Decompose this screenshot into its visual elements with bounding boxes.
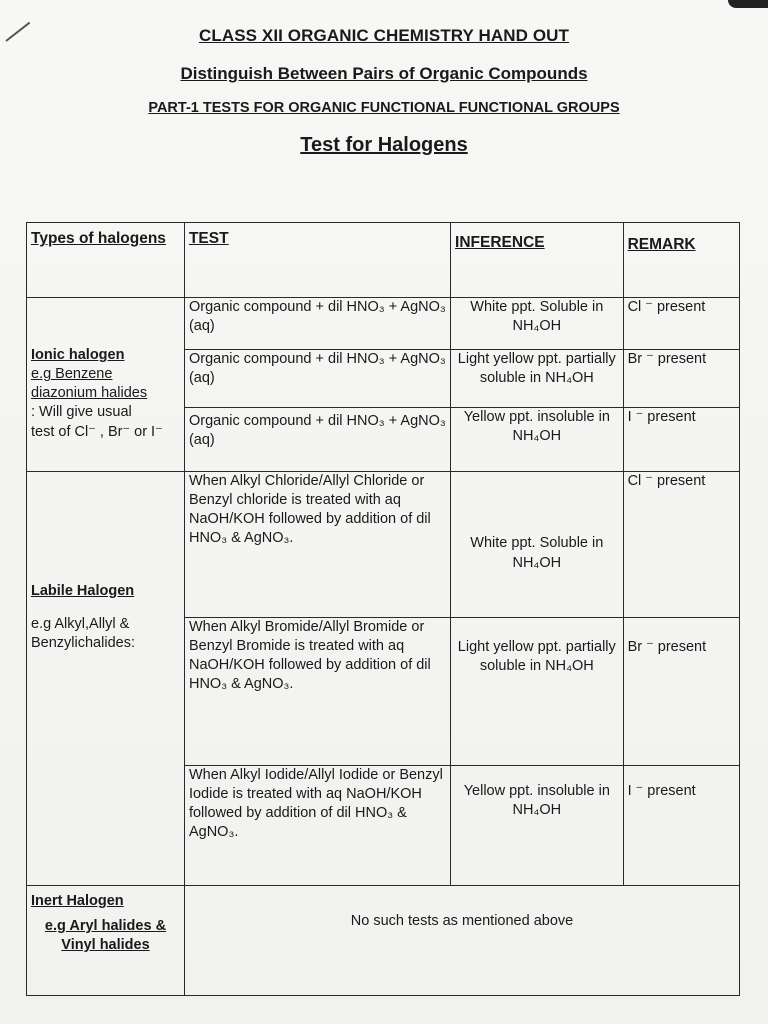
ionic-remark-3: I ⁻ present — [623, 408, 739, 472]
ionic-test-1: Organic compound + dil HNO₃ + AgNO₃ (aq) — [184, 298, 450, 350]
header-remark: REMARK — [623, 223, 739, 298]
inert-title: Inert Halogen — [31, 893, 124, 909]
labile-remark-2: Br ⁻ present — [623, 618, 739, 766]
labile-remark-3: I ⁻ present — [623, 766, 739, 886]
ionic-inference-3: Yellow ppt. insoluble in NH₄OH — [451, 408, 624, 472]
table-row — [27, 298, 740, 350]
labile-test-1: When Alkyl Chloride/Allyl Chloride or Benzyl chloride is treated with aq NaOH/KOH followed by addition of dil HNO₃ & AgNO₃. — [184, 472, 450, 618]
part-title: PART-1 TESTS FOR ORGANIC FUNCTIONAL FUNCTIONAL GROUPS — [148, 100, 620, 116]
labile-example-1: e.g Alkyl,Allyl & — [31, 616, 130, 633]
ionic-inference-1: White ppt. Soluble in NH₄OH — [451, 298, 624, 350]
labile-type-cell — [27, 472, 185, 886]
ionic-title: Ionic halogen — [31, 347, 125, 363]
inert-example-2: Vinyl halides — [61, 937, 150, 954]
subject-title: Distinguish Between Pairs of Organic Compounds — [180, 64, 588, 83]
corner-tab — [728, 0, 768, 8]
document-header — [0, 26, 768, 157]
inert-example-1: e.g Aryl halides & — [44, 918, 167, 935]
table-row — [27, 886, 740, 996]
labile-title: Labile Halogen — [31, 583, 135, 599]
inert-note: No such tests as mentioned above — [184, 886, 739, 996]
labile-inference-2: Light yellow ppt. partially soluble in NH₄OH — [451, 618, 624, 766]
table-header-row — [27, 223, 740, 298]
ionic-example-1: e.g Benzene — [31, 366, 113, 383]
labile-test-3: When Alkyl Iodide/Allyl Iodide or Benzyl Iodide is treated with aq NaOH/KOH followed by addition of dil HNO₃ & AgNO₃. — [184, 766, 450, 886]
labile-test-2: When Alkyl Bromide/Allyl Bromide or Benzyl Bromide is treated with aq NaOH/KOH followed by addition of dil HNO₃ & AgNO₃. — [184, 618, 450, 766]
ionic-type-cell — [27, 298, 185, 472]
header-inference: INFERENCE — [451, 223, 624, 298]
header-test: TEST — [184, 223, 450, 298]
ionic-inference-2: Light yellow ppt. partially soluble in NH₄OH — [451, 350, 624, 408]
class-title: CLASS XII ORGANIC CHEMISTRY HAND OUT — [198, 26, 570, 45]
inert-type-cell — [27, 886, 185, 996]
labile-inference-1: White ppt. Soluble in NH₄OH — [451, 472, 624, 618]
ionic-test-2: Organic compound + dil HNO₃ + AgNO₃ (aq) — [184, 350, 450, 408]
ionic-remark-2: Br ⁻ present — [623, 350, 739, 408]
labile-remark-1: Cl ⁻ present — [623, 472, 739, 618]
labile-inference-3: Yellow ppt. insoluble in NH₄OH — [451, 766, 624, 886]
ionic-example-3: : Will give usual — [31, 404, 132, 421]
table-row — [27, 472, 740, 618]
ionic-example-4: test of Cl⁻ , Br⁻ or I⁻ — [31, 423, 163, 440]
halogen-test-table — [26, 222, 740, 996]
ionic-example-2: diazonium halides — [31, 385, 148, 402]
ionic-test-3: Organic compound + dil HNO₃ + AgNO₃ (aq) — [184, 408, 450, 472]
header-types: Types of halogens — [27, 223, 185, 298]
labile-example-2: Benzylichalides: — [31, 635, 135, 652]
ionic-remark-1: Cl ⁻ present — [623, 298, 739, 350]
section-title: Test for Halogens — [300, 134, 468, 156]
